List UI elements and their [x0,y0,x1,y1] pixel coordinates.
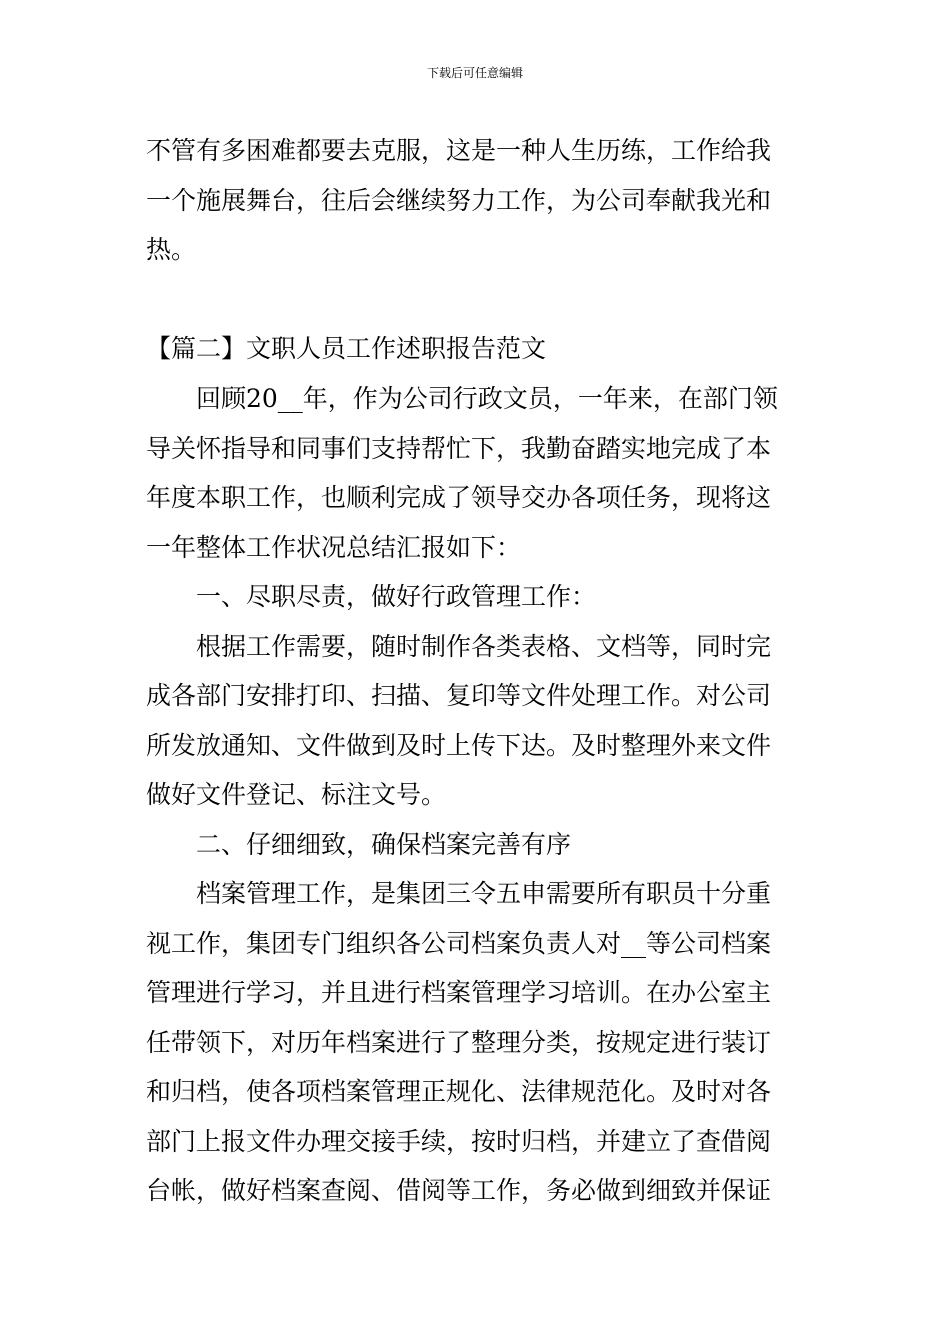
text-line: 热。 [146,235,197,264]
text-line: 视工作，集团专门组织各公司档案负责人对__等公司档案 [146,928,772,958]
review-paragraph [146,374,811,572]
paragraph-two [146,869,811,1216]
text-line: 档案管理工作，是集团三令五申需要所有职员十分重 [196,879,772,908]
text-line: 台帐，做好档案查阅、借阅等工作，务必做到细致并保证 [146,1176,772,1205]
section-title: 【篇二】文职人员工作述职报告范文 [146,334,547,363]
text-line: 年度本职工作，也顺利完成了领导交办各项任务，现将这 [146,483,772,512]
text-line: 导关怀指导和同事们支持帮忙下，我勤奋踏实地完成了本 [146,433,772,463]
text-line: 不管有多困难都要去克服，这是一种人生历练，工作给我 [146,136,772,165]
paragraph-gap [146,275,811,325]
page-header: 下载后可任意编辑 [426,66,523,80]
paragraph-one [146,622,811,820]
subheading-two: 二、仔细细致，确保档案完善有序 [196,829,572,859]
document-body [146,126,811,1216]
text-line: 所发放通知、文件做到及时上传下达。及时整理外来文件 [146,730,772,760]
text-line: 部门上报文件办理交接手续，按时归档，并建立了查借阅 [146,1126,772,1156]
text-line: 任带领下，对历年档案进行了整理分类，按规定进行装订 [146,1027,772,1057]
text-line: 和归档，使各项档案管理正规化、法律规范化。及时对各 [146,1077,772,1106]
text-line: 根据工作需要，随时制作各类表格、文档等，同时完 [196,631,772,661]
text-line: 一个施展舞台，往后会继续努力工作，为公司奉献我光和 [146,185,772,215]
intro-paragraph [146,126,811,275]
subheading-one: 一、尽职尽责，做好行政管理工作： [196,582,597,611]
text-line: 管理进行学习，并且进行档案管理学习培训。在办公室主 [146,978,772,1007]
text-line: 成各部门安排打印、扫描、复印等文件处理工作。对公司 [146,681,772,710]
text-line: 一年整体工作状况总结汇报如下： [146,532,522,562]
text-line: 做好文件登记、标注文号。 [146,780,447,809]
text-line: 回顾20__年，作为公司行政文员，一年来，在部门领 [196,384,778,413]
